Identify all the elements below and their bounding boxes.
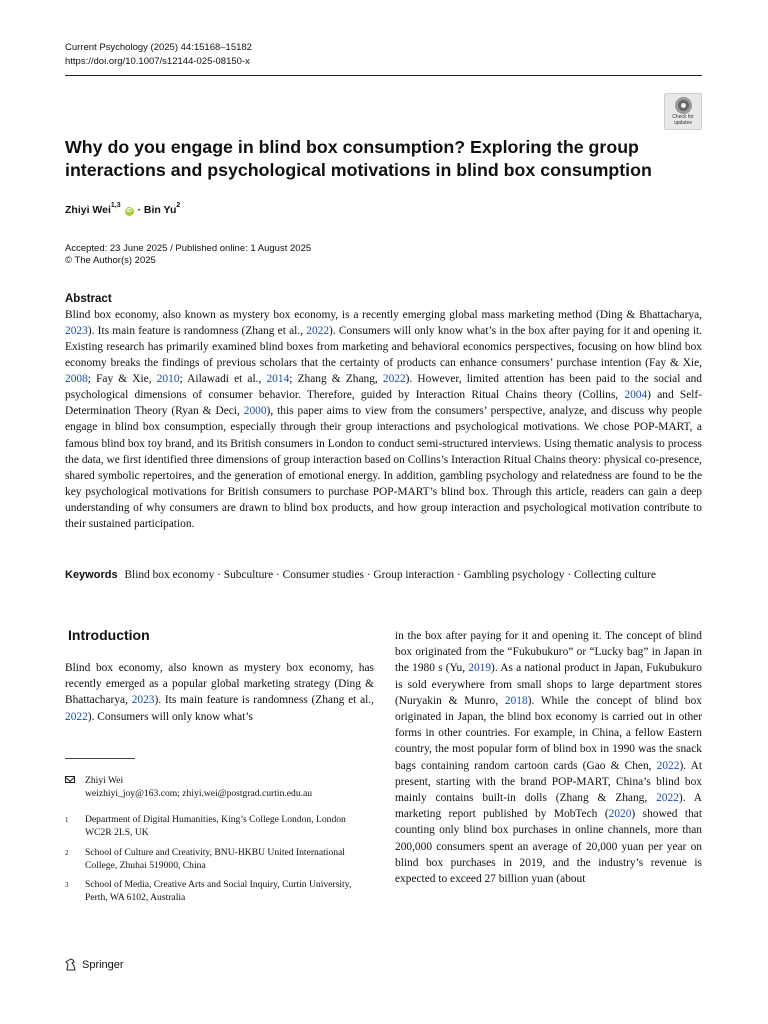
publisher-name: Springer	[82, 958, 124, 971]
copyright: © The Author(s) 2025	[65, 255, 156, 266]
contact-name: Zhiyi Wei	[85, 775, 124, 786]
article-title: Why do you engage in blind box consumption? Exploring the group interactions and psychological motivations in blind box consumption	[65, 137, 652, 180]
keywords-list: Blind box economy · Subculture · Consumer studies · Group interaction · Gambling psychology · Collecting culture	[124, 569, 656, 581]
accepted-published: Accepted: 23 June 2025 / Published online: 1 August 2025	[65, 243, 312, 254]
citation-link[interactable]: 2014	[266, 373, 290, 386]
affiliation-text: Department of Digital Humanities, King’s College London, London WC2R 2LS, UK	[85, 814, 346, 838]
citation-link[interactable]: 2022	[306, 325, 330, 338]
footnote-rule	[65, 758, 135, 759]
badge-line-2: updates	[674, 119, 692, 126]
body-column-left: Blind box economy, also known as mystery box economy, has recently emerged as a popular global marketing strategy (Ding & Bhattacharya, 2023). Its main feature is randomness (Zhang et al., 2022). Consumers will only know what’s	[65, 662, 375, 723]
doi-link[interactable]: https://doi.org/10.1007/s12144-025-08150-x	[65, 56, 250, 67]
affiliation-1	[65, 814, 374, 839]
contact-footnote	[65, 775, 374, 800]
citation-link[interactable]: 2020	[608, 808, 632, 821]
orcid-icon[interactable]: iD	[126, 208, 132, 214]
keywords-label: Keywords	[65, 569, 118, 581]
citation-link[interactable]: 2018	[504, 694, 528, 707]
author-list	[65, 204, 180, 216]
affiliation-2	[65, 847, 374, 872]
citation-link[interactable]: 2000	[243, 405, 267, 418]
citation-link[interactable]: 2010	[156, 373, 180, 386]
citation-link[interactable]: 2019	[468, 662, 492, 675]
journal-citation: Current Psychology (2025) 44:15168–15182	[65, 42, 252, 53]
header-rule	[65, 75, 702, 76]
author-2-affil: 2	[176, 202, 181, 209]
springer-horse-icon	[65, 958, 77, 971]
affiliation-3	[65, 879, 374, 904]
citation-link[interactable]: 2023	[65, 325, 88, 338]
abstract-body: Blind box economy, also known as mystery box economy, is a recently emerging global mass marketing method (Ding & Bhattacharya, 2023). Its main feature is randomness (Zhang et al., 2022). Consumers will only know what’s in the box after paying for it and opening it. Existing research has primarily examined blind boxes from marketing and behavioral economics perspectives, focusing on how blind box economy breaks the findings of previous scholars that the certainty of products can enhance consumers’ purchase intention (Fay & Xie, 2008; Fay & Xie, 2010; Ailawadi et al., 2014; Zhang & Zhang, 2022). However, limited attention has been paid to the social and psychological dimensions of consumer behavior. Therefore, guided by Interaction Ritual Chains theory (Collins, 2004) and Self-Determination Theory (Ryan & Deci, 2000), this paper aims to view from the consumers’ perspective, analyze, and discuss why people engage in blind box consumption, especially through their group interactions and psychological motivations. We chose POP-MART, a famous blind box toy brand, and its British consumers in London to conduct semi-structured interviews. Using thematic analysis to process the data, we first identified three dimensions of group interaction based on Collins’s Interaction Ritual Chains theory: physical co-presence, shared symbolic repertoires, and the generation of emotional energy. In addition, gambling psychology and relatedness are found to be the key psychological motivations for British consumers to purchase POP-MART’s blind box. Through this article, readers can gain a deep understanding of why consumers are drawn to blind box products, and how group interaction and psychological motivation contribute to their sustained participation.	[65, 309, 703, 530]
check-for-updates-badge[interactable]	[664, 93, 702, 130]
publisher-footer	[65, 958, 124, 971]
keywords	[65, 567, 702, 583]
citation-link[interactable]: 2022	[656, 759, 680, 772]
affiliation-text: School of Culture and Creativity, BNU-HKBU United International College, Zhuhai 519000, China	[85, 847, 345, 871]
running-header	[65, 41, 252, 69]
affiliation-marker: 3	[65, 881, 69, 889]
affiliation-text: School of Media, Creative Arts and Social Inquiry, Curtin University, Perth, WA 6102, Australia	[85, 879, 352, 903]
citation-link[interactable]: 2004	[624, 389, 648, 402]
citation-link[interactable]: 2022	[65, 710, 88, 723]
crossmark-icon	[675, 97, 692, 114]
envelope-icon	[65, 775, 75, 788]
contact-email[interactable]: weizhiyi_joy@163.com; zhiyi.wei@postgrad.curtin.edu.au	[85, 787, 313, 799]
publication-dates	[65, 243, 311, 267]
citation-link[interactable]: 2023	[131, 694, 155, 707]
author-1[interactable]: Zhiyi Wei	[65, 204, 111, 216]
badge-line-1: Check for	[672, 114, 694, 120]
author-separator: ·	[134, 204, 144, 216]
section-heading-introduction: Introduction	[68, 627, 150, 643]
author-2[interactable]: Bin Yu	[143, 204, 177, 216]
citation-link[interactable]: 2022	[382, 373, 406, 386]
citation-link[interactable]: 2022	[656, 792, 679, 805]
affiliation-marker: 1	[65, 816, 69, 824]
body-column-right: in the box after paying for it and opening it. The concept of blind box originated from the “Fukubukuro” or “Lucky bag” in Japan in the 1980 s (Yu, 2019). As a national product in Japan, Fukubukuro is sold everywhere from small shops to large department stores (Nuryakin & Munro, 2018). While the concept of blind box originated in Japan, the blind box economy is carried out in other forms in other countries. For example, in China, a fellow Eastern country, the most popular form of blind box in 1990 was the snack bags containing random cartoon cards (Gao & Chen, 2022). At present, starting with the brand POP-MART, China’s blind box mainly contains built-in dolls (Zhang & Zhang, 2022). A marketing report published by MobTech (2020) showed that counting only blind box purchases in online channels, more than 200,000 consumers spent an average of 20,000 yuan per year on blind box purchases in 2019, and the industry’s revenue is expected to exceed 27 billion yuan (about	[395, 630, 703, 886]
affiliation-marker: 2	[65, 849, 69, 857]
citation-link[interactable]: 2008	[65, 373, 88, 386]
abstract-heading: Abstract	[65, 293, 112, 305]
author-1-affil: 1,3	[110, 202, 121, 209]
